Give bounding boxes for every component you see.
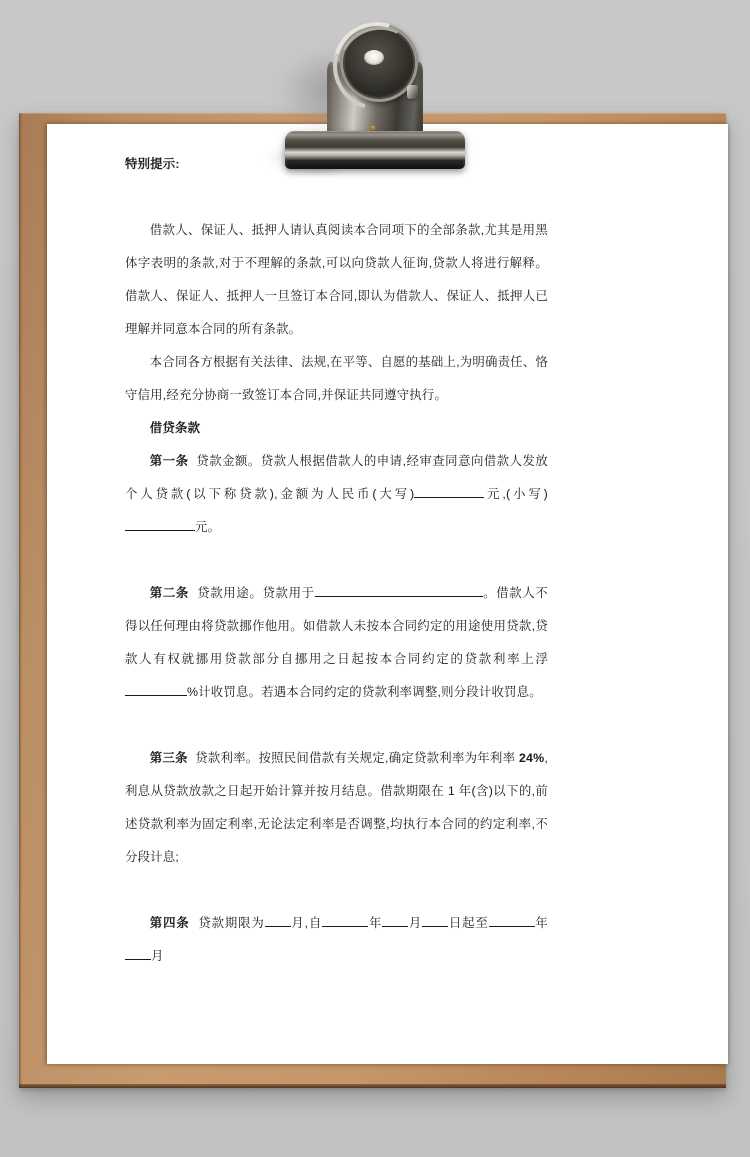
clip-rivet-lower (371, 126, 375, 131)
clause-4-blank-start-day[interactable] (422, 914, 448, 927)
clause-4-blank-end-month[interactable] (125, 947, 151, 960)
clause-1-mid-1: 元,(小写) (484, 487, 548, 501)
clause-4-label: 第四条 (149, 916, 190, 930)
clause-4-t2: 月,自 (290, 916, 323, 930)
clause-4-t1: 贷款期限为 (198, 916, 265, 930)
clause-4-t5: 日起至 (448, 916, 489, 930)
clause-3-annual-rate: 24% (518, 751, 545, 765)
clause-2-mid-1: 。借款人不得以任何理由将贷款挪作他用。如借款人未按本合同约定的用途使用贷款,贷款人有权就挪用贷款部分自挪用之日起按本合同约定的贷款利率上浮 (125, 586, 548, 666)
clause-2-blank-purpose[interactable] (315, 584, 483, 597)
clause-1-text-before: 贷款金额。贷款人根据借款人的申请,经审查同意向借款人发放个人贷款(以下称贷款),金额为人民币(大写) (125, 454, 548, 501)
spacer (125, 544, 548, 577)
clause-3-text-before: 贷款利率。按照民间借款有关规定,确定贷款利率为年利率 (195, 751, 519, 765)
clause-4-t7: 月 (151, 949, 164, 963)
clause-1-text-after: 元。 (195, 520, 221, 534)
spacer (125, 874, 548, 907)
clause-1-blank-amount-lower[interactable] (125, 518, 195, 531)
notice-paragraph-1: 借款人、保证人、抵押人请认真阅读本合同项下的全部条款,尤其是用黑体字表明的条款,对于不理解的条款,可以向贷款人征询,贷款人将进行解释。借款人、保证人、抵押人一旦签订本合同,即认为借款人、保证人、抵押人已理解并同意本合同的所有条款。 (125, 223, 548, 336)
notice-title: 特别提示: (125, 157, 180, 171)
clause-4-t6: 年 (534, 916, 549, 930)
clip-clamp-bar-lip (287, 160, 463, 169)
notice-paragraph-2: 本合同各方根据有关法律、法规,在平等、自愿的基础上,为明确责任、恪守信用,经充分协商一致签订本合同,并保证共同遵守执行。 (125, 355, 548, 402)
clause-2 (125, 577, 548, 709)
bulldog-clip (0, 0, 750, 200)
clause-4-t3: 年 (368, 916, 383, 930)
clause-4-blank-start-year[interactable] (322, 914, 368, 927)
clause-3-text-after: ,利息从贷款放款之日起开始计算并按月结息。借款期限在 1 年(含)以下的,前述贷款利率为固定利率,无论法定利率是否调整,均执行本合同的约定利率,不分段计息; (125, 751, 548, 864)
clause-1-blank-amount-upper[interactable] (414, 485, 484, 498)
clause-4-t4: 月 (408, 916, 423, 930)
clause-2-blank-rate-markup[interactable] (125, 683, 187, 696)
document-text-column (125, 148, 548, 973)
clause-3-label: 第三条 (149, 751, 188, 765)
clause-4 (125, 907, 548, 973)
clause-1 (125, 445, 548, 544)
clause-1-label: 第一条 (149, 454, 189, 468)
clause-2-text-before: 贷款用途。贷款用于 (197, 586, 315, 600)
clause-3 (125, 742, 548, 874)
clause-2-text-after: %计收罚息。若遇本合同约定的贷款利率调整,则分段计收罚息。 (187, 685, 542, 699)
clause-4-blank-end-year[interactable] (489, 914, 535, 927)
clause-4-blank-months[interactable] (265, 914, 291, 927)
clause-2-label: 第二条 (149, 586, 189, 600)
section-heading: 借贷条款 (149, 421, 201, 435)
spacer (125, 709, 548, 742)
clip-barrel-highlight (364, 50, 384, 65)
clip-pivot-knob (407, 85, 418, 99)
clause-4-blank-start-month[interactable] (382, 914, 408, 927)
